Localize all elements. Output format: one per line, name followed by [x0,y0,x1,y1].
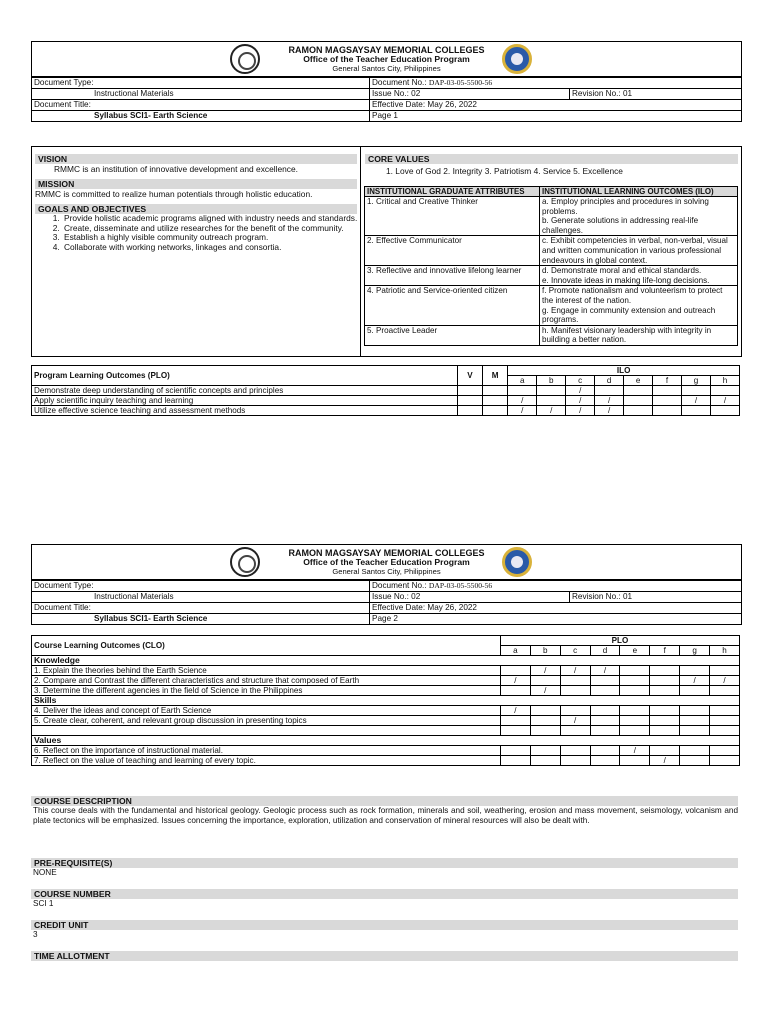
plo-mark [537,396,566,406]
learning-outcome: d. Demonstrate moral and ethical standards. e. Innovate ideas in making life-long decisions. [540,266,738,286]
plo-mark [595,386,624,396]
iga-header: INSTITUTIONAL GRADUATE ATTRIBUTES [365,187,540,197]
ilo-table [364,186,738,346]
doc-title-value: Syllabus SCI1- Earth Science [32,614,370,625]
plo-row [32,386,740,396]
clo-table [31,635,740,766]
plo-v-cell [457,396,482,406]
clo-mark [680,746,710,756]
clo-text: 2. Compare and Contrast the different characteristics and structure that composed of Earth [32,676,501,686]
clo-mark: / [650,756,680,766]
clo-mark: / [590,666,620,676]
clo-text: 1. Explain the theories behind the Earth Science [32,666,501,676]
school-location: General Santos City, Philippines [332,567,441,576]
clo-mark [590,706,620,716]
ilo-header: INSTITUTIONAL LEARNING OUTCOMES (ILO) [540,187,738,197]
learning-outcome: h. Manifest visionary leadership with integrity in building a better nation. [540,325,738,345]
clo-mark [530,746,560,756]
vision-text: RMMC is an institution of innovative development and excellence. [54,164,298,174]
plo-m-header: M [483,366,508,386]
goals-list [32,214,360,252]
clo-mark [560,686,590,696]
clo-mark: / [530,666,560,676]
clo-text: 5. Create clear, coherent, and relevant group discussion in presenting topics [32,716,501,726]
clo-mark [710,686,740,696]
ilo-col-e: e [624,376,653,386]
clo-mark: / [680,676,710,686]
clo-mark: / [620,746,650,756]
clo-mark [620,756,650,766]
clo-mark [680,706,710,716]
plo-col-g: g [680,646,710,656]
plo-mark [681,406,710,416]
time-allotment-section [31,951,738,961]
plo-mark [710,386,739,396]
plo-mark [624,386,653,396]
clo-mark [590,686,620,696]
plo-table [31,365,740,416]
page2-header [31,544,742,625]
clo-title: Course Learning Outcomes (CLO) [32,636,501,656]
credit-unit-title: CREDIT UNIT [31,920,738,930]
clo-group-label: Skills [32,696,740,706]
plo-m-cell [483,406,508,416]
school-name: RAMON MAGSAYSAY MEMORIAL COLLEGES [288,45,485,55]
clo-mark [680,716,710,726]
graduate-attribute: 2. Effective Communicator [365,236,540,266]
clo-mark [680,686,710,696]
clo-mark [560,756,590,766]
issue-number: Issue No.: 02 [370,89,570,100]
goal-item: 1. Provide holistic academic programs aligned with industry needs and standards. [62,214,360,224]
learning-outcome: c. Exhibit competencies in verbal, non-verbal, visual and written communication in various professional endeavours in global context. [540,236,738,266]
ilo-row [365,325,738,345]
page1-header [31,41,742,122]
clo-text [32,726,501,736]
clo-mark [500,666,530,676]
learning-outcome: a. Employ principles and procedures in solving problems. b. Generate solutions in addressing real-life challenges. [540,197,738,236]
plo-col-h: h [710,646,740,656]
clo-mark [710,716,740,726]
doc-title-value: Syllabus SCI1- Earth Science [32,111,370,122]
credit-unit-value: 3 [33,930,38,939]
page-number: Page 2 [370,614,742,625]
course-number-section [31,889,738,909]
plo-mark [508,386,537,396]
plo-mark: / [537,406,566,416]
clo-mark [560,726,590,736]
revision-number: Revision No.: 01 [570,89,742,100]
clo-mark: / [560,666,590,676]
clo-mark [620,666,650,676]
clo-mark [710,666,740,676]
clo-text: 3. Determine the different agencies in the field of Science in the Philippines [32,686,501,696]
clo-mark [680,756,710,766]
clo-mark [680,726,710,736]
clo-mark [590,746,620,756]
plo-text: Apply scientific inquiry teaching and learning [32,396,458,406]
learning-outcome: f. Promote nationalism and volunteerism to protect the interest of the nation. g. Engage in community extension and outreach programs. [540,286,738,325]
school-name: RAMON MAGSAYSAY MEMORIAL COLLEGES [288,548,485,558]
clo-row [32,756,740,766]
plo-mark: / [508,406,537,416]
plo-row [32,406,740,416]
clo-mark [650,746,680,756]
clo-mark [620,686,650,696]
clo-mark [650,726,680,736]
clo-mark [530,676,560,686]
vision-title: VISION [35,154,357,164]
plo-row [32,396,740,406]
vmgo-box [31,146,742,357]
ilo-col-g: g [681,376,710,386]
plo-mark: / [566,396,595,406]
clo-mark: / [710,676,740,686]
doc-number: Document No.: DAP-03-05-5500-56 [370,581,742,592]
clo-mark: / [530,686,560,696]
clo-mark [680,666,710,676]
clo-mark [620,706,650,716]
plo-title: Program Learning Outcomes (PLO) [32,366,458,386]
clo-mark [590,726,620,736]
prerequisite-section [31,858,738,878]
course-number-title: COURSE NUMBER [31,889,738,899]
clo-mark [530,706,560,716]
clo-group-row [32,696,740,706]
ilo-row [365,236,738,266]
clo-group-row [32,656,740,666]
vmgo-left [32,147,361,356]
clo-mark: / [560,716,590,726]
plo-mark: / [508,396,537,406]
plo-mark [653,406,682,416]
office-name: Office of the Teacher Education Program [303,557,470,567]
clo-mark [710,726,740,736]
clo-mark [560,676,590,686]
plo-mark [681,386,710,396]
graduate-attribute: 3. Reflective and innovative lifelong learner [365,266,540,286]
clo-text: 6. Reflect on the importance of instructional material. [32,746,501,756]
plo-col-f: f [650,646,680,656]
plo-mark: / [566,386,595,396]
plo-m-cell [483,396,508,406]
clo-row [32,676,740,686]
graduate-attribute: 4. Patriotic and Service-oriented citizen [365,286,540,325]
goals-title: GOALS AND OBJECTIVES [35,204,357,214]
clo-mark [560,746,590,756]
clo-mark [530,756,560,766]
goal-item: 3. Establish a highly visible community outreach program. [62,233,360,243]
course-number-value: SCI 1 [33,899,54,908]
core-values-text: 1. Love of God 2. Integrity 3. Patriotism 4. Service 5. Excellence [386,166,623,176]
clo-mark [650,706,680,716]
clo-mark [620,676,650,686]
clo-mark [650,716,680,726]
clo-mark [500,746,530,756]
ilo-col-c: c [566,376,595,386]
clo-row [32,716,740,726]
clo-row [32,726,740,736]
clo-mark [500,756,530,766]
core-values-title: CORE VALUES [365,154,738,164]
clo-mark: / [500,706,530,716]
ilo-row [365,266,738,286]
clo-mark: / [500,676,530,686]
ilo-row [365,197,738,236]
clo-row [32,746,740,756]
plo-mark [653,396,682,406]
header-title-block [32,42,741,77]
plo-mark: / [595,406,624,416]
clo-mark [500,686,530,696]
clo-mark [500,716,530,726]
clo-row [32,686,740,696]
page-number: Page 1 [370,111,742,122]
plo-v-cell [457,386,482,396]
clo-mark [590,756,620,766]
plo-mark [537,386,566,396]
doc-type-value: Instructional Materials [32,89,370,100]
plo-col-b: b [530,646,560,656]
revision-number: Revision No.: 01 [570,592,742,603]
plo-v-header: V [457,366,482,386]
plo-text: Demonstrate deep understanding of scientific concepts and principles [32,386,458,396]
ilo-col-f: f [653,376,682,386]
graduate-attribute: 5. Proactive Leader [365,325,540,345]
plo-mark: / [710,396,739,406]
doc-title-label: Document Title: [32,603,370,614]
clo-mark [650,686,680,696]
plo-col-d: d [590,646,620,656]
issue-number: Issue No.: 02 [370,592,570,603]
clo-mark [710,756,740,766]
plo-col-a: a [500,646,530,656]
course-description-section [31,796,738,826]
graduate-attribute: 1. Critical and Creative Thinker [365,197,540,236]
course-description-title: COURSE DESCRIPTION [31,796,738,806]
plo-text: Utilize effective science teaching and assessment methods [32,406,458,416]
plo-mark: / [566,406,595,416]
clo-mark [560,706,590,716]
goal-item: 2. Create, disseminate and utilize researches for the benefit of the community. [62,224,360,234]
office-name: Office of the Teacher Education Program [303,54,470,64]
clo-mark [710,706,740,716]
prerequisite-title: PRE-REQUISITE(S) [31,858,738,868]
plo-ilo-header: ILO [508,366,740,376]
clo-mark [590,676,620,686]
ilo-col-a: a [508,376,537,386]
header-title-block [32,545,741,580]
ilo-col-h: h [710,376,739,386]
clo-mark [620,716,650,726]
mission-text: RMMC is committed to realize human potentials through holistic education. [35,189,313,199]
clo-plo-header: PLO [500,636,739,646]
clo-group-label: Knowledge [32,656,740,666]
plo-mark: / [681,396,710,406]
doc-title-label: Document Title: [32,100,370,111]
plo-v-cell [457,406,482,416]
mission-title: MISSION [35,179,357,189]
clo-group-row [32,736,740,746]
goal-item: 4. Collaborate with working networks, linkages and consortia. [62,243,360,253]
clo-row [32,666,740,676]
clo-row [32,706,740,716]
clo-group-label: Values [32,736,740,746]
clo-mark [620,726,650,736]
plo-mark [653,386,682,396]
plo-col-e: e [620,646,650,656]
doc-type-label: Document Type: [32,581,370,592]
effective-date: Effective Date: May 26, 2022 [370,603,742,614]
plo-mark: / [595,396,624,406]
credit-unit-section [31,920,738,940]
clo-mark [650,666,680,676]
school-location: General Santos City, Philippines [332,64,441,73]
plo-mark [710,406,739,416]
plo-mark [624,396,653,406]
clo-text: 4. Deliver the ideas and concept of Earth Science [32,706,501,716]
doc-number: Document No.: DAP-03-05-5500-56 [370,78,742,89]
ilo-col-b: b [537,376,566,386]
ilo-col-d: d [595,376,624,386]
clo-mark [590,716,620,726]
clo-mark [530,726,560,736]
plo-m-cell [483,386,508,396]
prerequisite-value: NONE [33,868,57,877]
plo-col-c: c [560,646,590,656]
clo-text: 7. Reflect on the value of teaching and learning of every topic. [32,756,501,766]
clo-mark [530,716,560,726]
course-description-text: This course deals with the fundamental and historical geology. Geologic process such as rock formation, minerals and soil, weathering, erosion and mass movement, seismology, volcanism and plate tectonics will be emphasized. Issues concerning the importance, exploration, utilization and conservation of mineral resources will also be dealt with. [33,806,738,825]
clo-mark [710,746,740,756]
clo-mark [650,676,680,686]
time-allotment-title: TIME ALLOTMENT [31,951,738,961]
clo-mark [500,726,530,736]
effective-date: Effective Date: May 26, 2022 [370,100,742,111]
plo-mark [624,406,653,416]
doc-type-label: Document Type: [32,78,370,89]
doc-type-value: Instructional Materials [32,592,370,603]
ilo-row [365,286,738,325]
